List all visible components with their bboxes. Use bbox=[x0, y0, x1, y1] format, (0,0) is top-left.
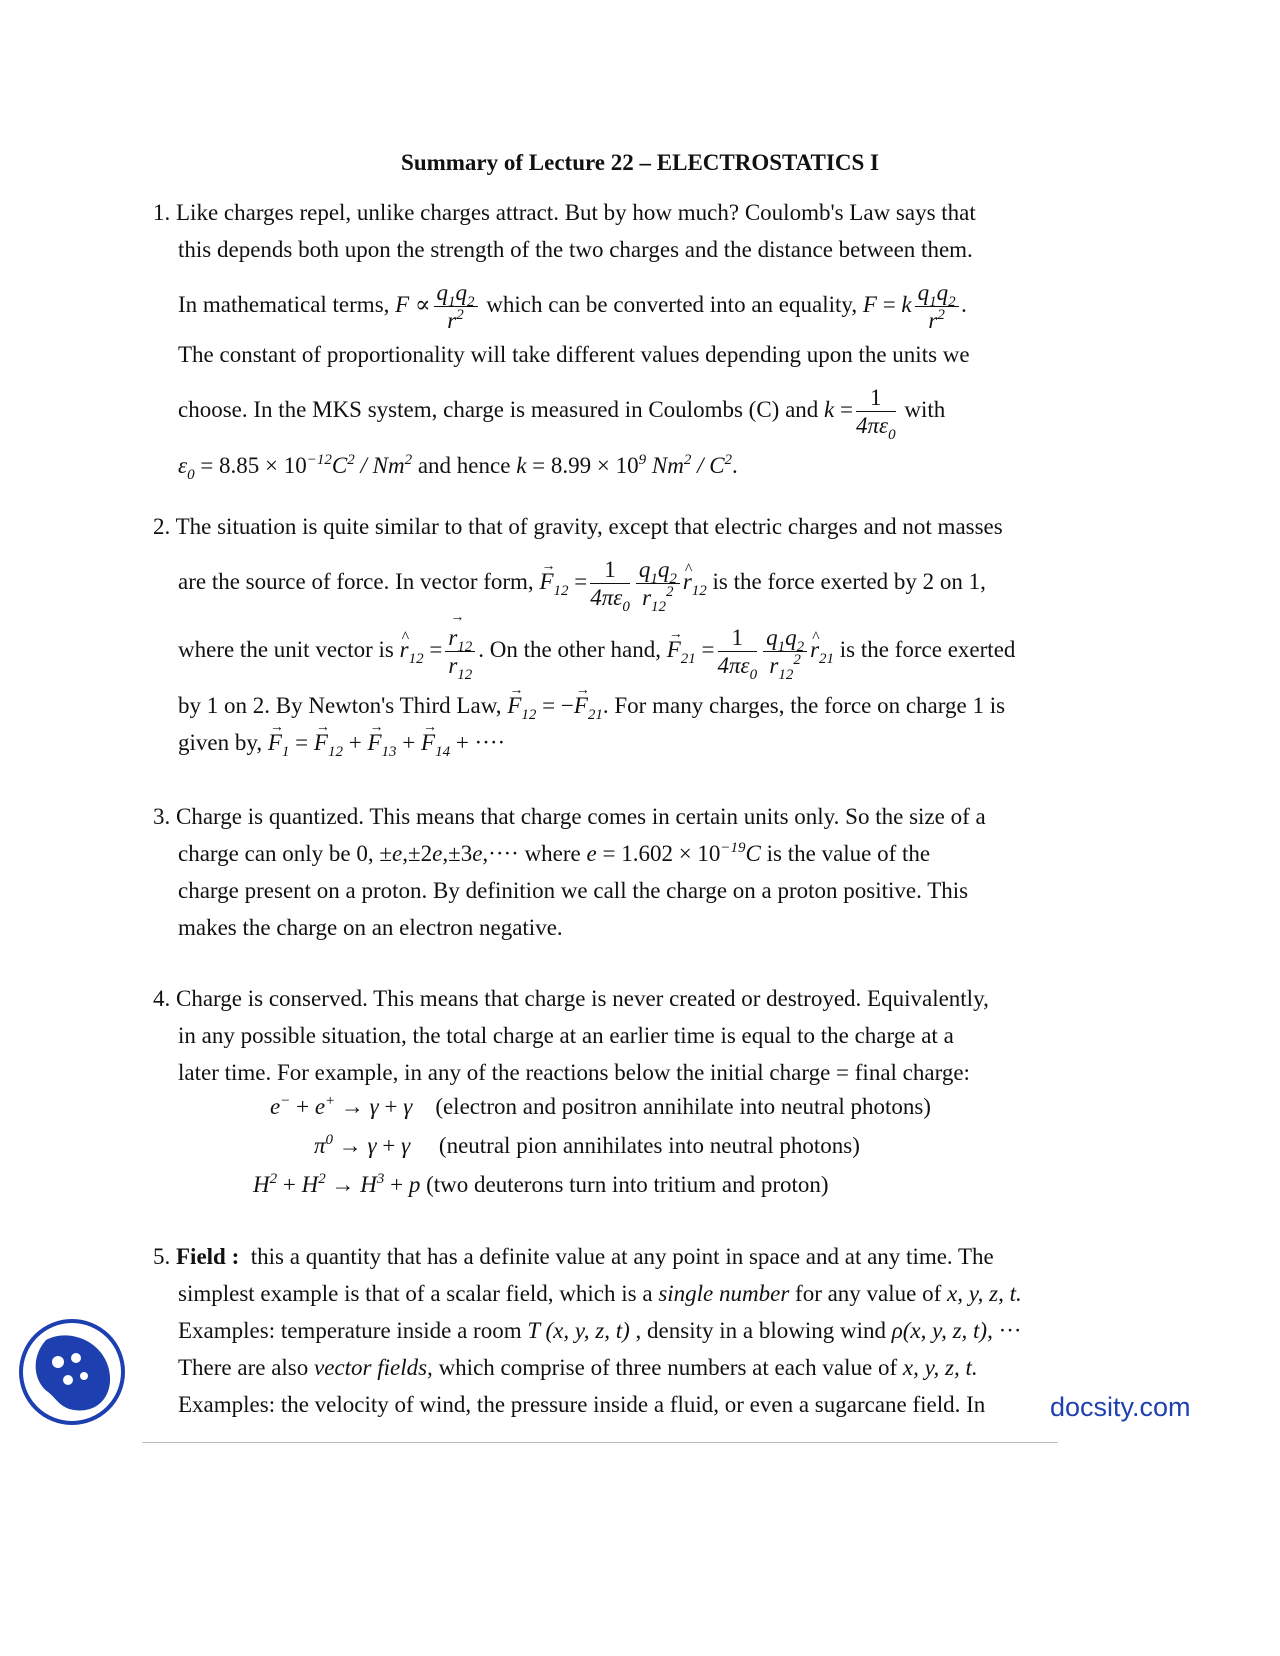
page-title: Summary of Lecture 22 – ELECTROSTATICS I bbox=[401, 150, 879, 175]
text-line: this a quantity that has a definite value at any point in space and at any time. The bbox=[250, 1244, 994, 1269]
reaction-description: (electron and positron annihilate into neutral photons) bbox=[435, 1094, 931, 1119]
temperature-formula: T (x, y, z, t) bbox=[527, 1318, 630, 1343]
text-line: which can be converted into an equality, bbox=[486, 292, 858, 317]
coulomb-equality-formula: F = k $\frac{q_1q_2}{r^2}$ . bbox=[862, 280, 968, 334]
text-line: is the force exerted bbox=[839, 637, 1016, 662]
reaction-equation: $\pi^0 \to \gamma + \gamma$ bbox=[314, 1132, 411, 1158]
text-line: The situation is quite similar to that of gravity, except that electric charges and not masses bbox=[175, 514, 1003, 539]
text-line: where bbox=[524, 841, 581, 866]
k-value-formula: $k = 8.99 \times 10^9$ $Nm^2 / C^2$. bbox=[516, 452, 738, 478]
docsity-logo-icon[interactable] bbox=[18, 1318, 126, 1426]
coordinates-formula: x, y, z, t. bbox=[947, 1281, 1022, 1306]
text-line: is the force exerted by 2 on 1, bbox=[712, 569, 986, 594]
text-line: simplest example is that of a scalar field, which is a bbox=[178, 1281, 653, 1306]
text-line: given by, bbox=[178, 730, 263, 755]
item-number: 1. bbox=[153, 200, 171, 225]
item-number: 5. bbox=[153, 1244, 171, 1269]
text-line: charge can only be 0, bbox=[178, 841, 374, 866]
emphasis: single number bbox=[658, 1281, 790, 1306]
reaction-row bbox=[270, 1094, 931, 1120]
coordinates-formula: x, y, z, t. bbox=[902, 1355, 978, 1380]
reaction-row bbox=[253, 1172, 829, 1198]
reaction-equation: e− + e+ → γ + γ bbox=[270, 1093, 413, 1119]
reaction-row bbox=[314, 1133, 860, 1159]
item-number: 2. bbox=[153, 514, 171, 539]
text-line: is the value of the bbox=[766, 841, 931, 866]
text-line: where the unit vector is bbox=[178, 637, 394, 662]
text-line: which comprise of three numbers at each value of bbox=[438, 1355, 898, 1380]
text-line: There are also bbox=[178, 1355, 309, 1380]
emphasis: vector fields, bbox=[314, 1355, 433, 1380]
coulomb-proportionality-formula: F ∝ $\frac{q_1q_2}{r^2}$ bbox=[395, 292, 480, 317]
newton-third-law-formula: → $F_{12}$ = −→ $F_{21}$ bbox=[507, 693, 603, 718]
text-line: later time. For example, in any of the reactions below the initial charge = final charge: bbox=[178, 1060, 970, 1085]
brand-link[interactable]: docsity.com bbox=[1050, 1392, 1191, 1422]
item-1 bbox=[153, 194, 1093, 484]
item-number: 3. bbox=[153, 804, 171, 829]
text-line: Examples: the velocity of wind, the pressure inside a fluid, or even a sugarcane field. In bbox=[178, 1392, 986, 1417]
reaction-description: (two deuterons turn into tritium and proton) bbox=[426, 1172, 829, 1197]
item-2 bbox=[153, 508, 1093, 761]
text-line: by 1 on 2. By Newton's Third Law, bbox=[178, 693, 502, 718]
text-line: Like charges repel, unlike charges attract. But by how much? Coulomb's Law says that bbox=[176, 200, 976, 225]
text-line: with bbox=[904, 397, 946, 422]
field-term: Field : bbox=[176, 1244, 240, 1269]
text-line: this depends both upon the strength of the two charges and the distance between them. bbox=[178, 237, 973, 262]
unit-vector-formula: ^ $r_{12}$ = → $\frac{r_{12}}{r_{12}}$ bbox=[400, 637, 479, 662]
superposition-formula: → $F_1$ = → $F_{12}$ + → $F_{13}$ + → $F_{14}$ + ···· bbox=[268, 730, 505, 755]
item-3 bbox=[153, 798, 1093, 946]
text-line: for any value of bbox=[795, 1281, 942, 1306]
text-line: . On the other hand, bbox=[478, 637, 661, 662]
text-line: Examples: temperature inside a room bbox=[178, 1318, 522, 1343]
text-line: Charge is conserved. This means that charge is never created or destroyed. Equivalently, bbox=[176, 986, 989, 1011]
text-line: , density in a blowing wind bbox=[635, 1318, 886, 1343]
epsilon-value-formula: $\varepsilon_0 = 8.85 \times 10^{-12}C^2 / Nm^2$ bbox=[178, 452, 413, 483]
text-line: are the source of force. In vector form, bbox=[178, 569, 534, 594]
text-line: In mathematical terms, bbox=[178, 292, 390, 317]
item-5 bbox=[153, 1238, 1093, 1423]
text-line: in any possible situation, the total charge at an earlier time is equal to the charge at a bbox=[178, 1023, 954, 1048]
density-formula: ρ(x, y, z, t), ··· bbox=[891, 1318, 1022, 1343]
item-number: 4. bbox=[153, 986, 171, 1011]
text-line: makes the charge on an electron negative. bbox=[178, 915, 563, 940]
text-line: charge present on a proton. By definition we call the charge on a proton positive. This bbox=[178, 878, 969, 903]
text-line: choose. In the MKS system, charge is measured in Coulombs (C) and bbox=[178, 397, 819, 422]
reaction-description: (neutral pion annihilates into neutral photons) bbox=[438, 1133, 860, 1158]
footer-divider bbox=[142, 1442, 1058, 1443]
text-line: The constant of proportionality will take different values depending upon the units we bbox=[178, 342, 970, 367]
force-21-formula: → $F_{21}$ = $\frac{1}{4\pi\varepsilon_0}$ $\frac{q_1q_2}{r_{12}^2}$ ^ $r_{21}$ bbox=[667, 637, 834, 662]
elementary-charge-formula: $e = 1.602 \times 10^{-19}C$ bbox=[586, 840, 761, 866]
force-vector-formula: → $F_{12}$ = $\frac{1}{4\pi\varepsilon_0}$ $\frac{q_1q_2}{r_{12}^2}$ ^ $r_{12}$ bbox=[539, 569, 706, 594]
text-line: . For many charges, the force on charge 1 is bbox=[602, 693, 1006, 718]
item-4 bbox=[153, 980, 1093, 1091]
charge-quanta-formula: ±e,±2e,±3e,···· bbox=[379, 841, 519, 866]
text-line: and hence bbox=[417, 453, 511, 478]
text-line: Charge is quantized. This means that charge comes in certain units only. So the size of a bbox=[176, 804, 986, 829]
k-constant-formula: k = $\frac{1}{4\pi\varepsilon_0}$ bbox=[824, 385, 896, 444]
reaction-equation: $H^2 + H^2 \to H^3 + p$ bbox=[253, 1171, 421, 1197]
